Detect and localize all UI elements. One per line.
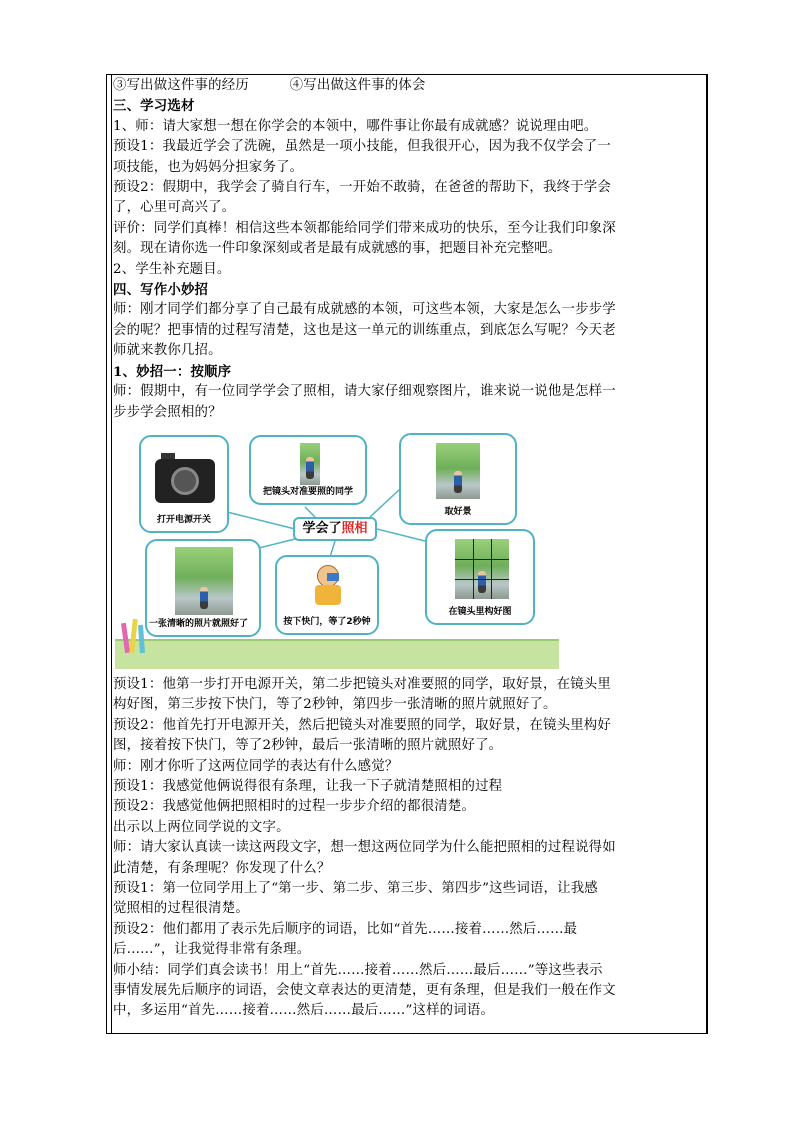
text-line: 师：假期中，有一位同学学会了照相，请大家仔细观察图片，谁来说一说他是怎样一: [113, 384, 616, 400]
step-card-power: [139, 435, 229, 533]
text-line: ③写出做这件事的经历 ④写出做这件事的体会: [113, 78, 426, 93]
step-label-power: 打开电源开关: [156, 514, 211, 525]
text-line: 图，接着按下快门，等了2秒钟，最后一张清晰的照片就照好了。: [113, 738, 503, 754]
text-line: 师小结：同学们真会读书！用上“首先……接着……然后……最后……”等这些表示: [113, 962, 603, 978]
text-line: 师：刚才你听了这两位同学的表达有什么感觉？: [113, 758, 399, 774]
text-line: 后……”，让我觉得非常有条理。: [113, 942, 311, 958]
kid-photo: [436, 443, 480, 499]
text-line: 预设2：假期中，我学会了骑自行车，一开始不敢骑，在爸爸的帮助下，我终于学会: [113, 180, 611, 196]
text-line: 预设2：他首先打开电源开关，然后把镜头对准要照的同学，取好景，在镜头里构好: [113, 717, 611, 733]
text-line: 事情发展先后顺序的词语，会使文章表达的更清楚，更有条理，但是我们一般在作文: [113, 983, 616, 998]
text-line: 师：刚才同学们都分享了自己最有成就感的本领，可这些本领，大家是怎么一步步学: [113, 302, 616, 318]
step-label-aim: 把镜头对准要照的同学: [262, 486, 353, 497]
text-line: 刻。现在请你选一件印象深刻或者是最有成就感的事，把题目补充完整吧。: [113, 241, 562, 257]
step-label-shutter: 按下快门，等了2秒钟: [283, 616, 371, 627]
text-line: 觉照相的过程很清楚。: [113, 901, 249, 917]
text-line: 预设1：我最近学会了洗碗，虽然是一项小技能，但我很开心，因为我不仅学会了一: [113, 139, 611, 155]
text-line: 中，多运用“首先……接着……然后……最后……”这样的词语。: [113, 1003, 495, 1019]
text-line: 师就来教你几招。: [113, 343, 222, 359]
subsection-heading: 1、妙招一：按顺序: [113, 363, 232, 380]
text-line: 预设2：他们都用了表示先后顺序的词语，比如“首先……接着……然后……最: [113, 921, 578, 937]
text-line: 预设2：我感觉他俩把照相时的过程一步步介绍的都很清楚。: [113, 799, 476, 815]
text-line: 2、学生补充题目。: [113, 261, 231, 277]
text-line: 评价：同学们真棒！相信这些本领都能给同学们带来成功的快乐，至今让我们印象深: [113, 220, 616, 236]
kid-photo-grid: [455, 539, 509, 599]
text-line: 1、师：请大家想一想在你学会的本领中，哪件事让你最有成就感？说说理由吧。: [113, 118, 598, 134]
kid-photo: [175, 547, 233, 615]
step-card-shutter: [275, 555, 379, 635]
photo-steps-figure: [115, 429, 559, 669]
step-card-compose: [425, 529, 535, 625]
text-line: 构好图，第三步按下快门，等了2秒钟，第四步一张清晰的照片就照好了。: [113, 697, 557, 713]
text-line: 步步学会照相的？: [113, 404, 222, 420]
table-inner-left-border: [111, 74, 112, 1034]
step-label-compose: 在镜头里构好图: [448, 606, 512, 617]
table-inner-right-border: [706, 74, 707, 1034]
center-title: 学会了照相: [293, 517, 377, 541]
text-line: 此清楚，有条理呢？你发现了什么？: [113, 860, 331, 876]
section-heading: 三、学习选材: [113, 98, 195, 115]
text-line: 项技能，也为妈妈分担家务了。: [113, 159, 304, 175]
section-heading: 四、写作小妙招: [113, 282, 209, 299]
text-line: 预设1：第一位同学用上了“第一步、第二步、第三步、第四步”这些词语，让我感: [113, 880, 598, 896]
text-line: 出示以上两位同学说的文字。: [113, 819, 290, 835]
crayon-decoration: [121, 619, 153, 655]
text-line: 预设1：他第一步打开电源开关，第二步把镜头对准要照的同学，取好景，在镜头里: [113, 676, 611, 692]
camera-icon: [155, 459, 215, 503]
child-camera-icon: [313, 565, 343, 605]
kid-photo: [300, 443, 320, 485]
document-body: [113, 76, 703, 1022]
step-label-photo: 一张清晰的照片就照好了: [149, 618, 249, 629]
text-line: 师：请大家认真读一读这两段文字，想一想这两位同学为什么能把照相的过程说得如: [113, 840, 616, 856]
step-label-frame: 取好景: [444, 506, 472, 517]
step-card-aim: [249, 435, 367, 505]
step-card-frame: [399, 433, 517, 525]
text-line: 预设1：我感觉他俩说得很有条理，让我一下子就清楚照相的过程: [113, 778, 503, 794]
step-card-photo: [145, 539, 261, 637]
text-line: 了，心里可高兴了。: [113, 200, 236, 216]
text-line: 会的呢？把事情的过程写清楚，这也是这一单元的训练重点，到底怎么写呢？今天老: [113, 322, 616, 338]
